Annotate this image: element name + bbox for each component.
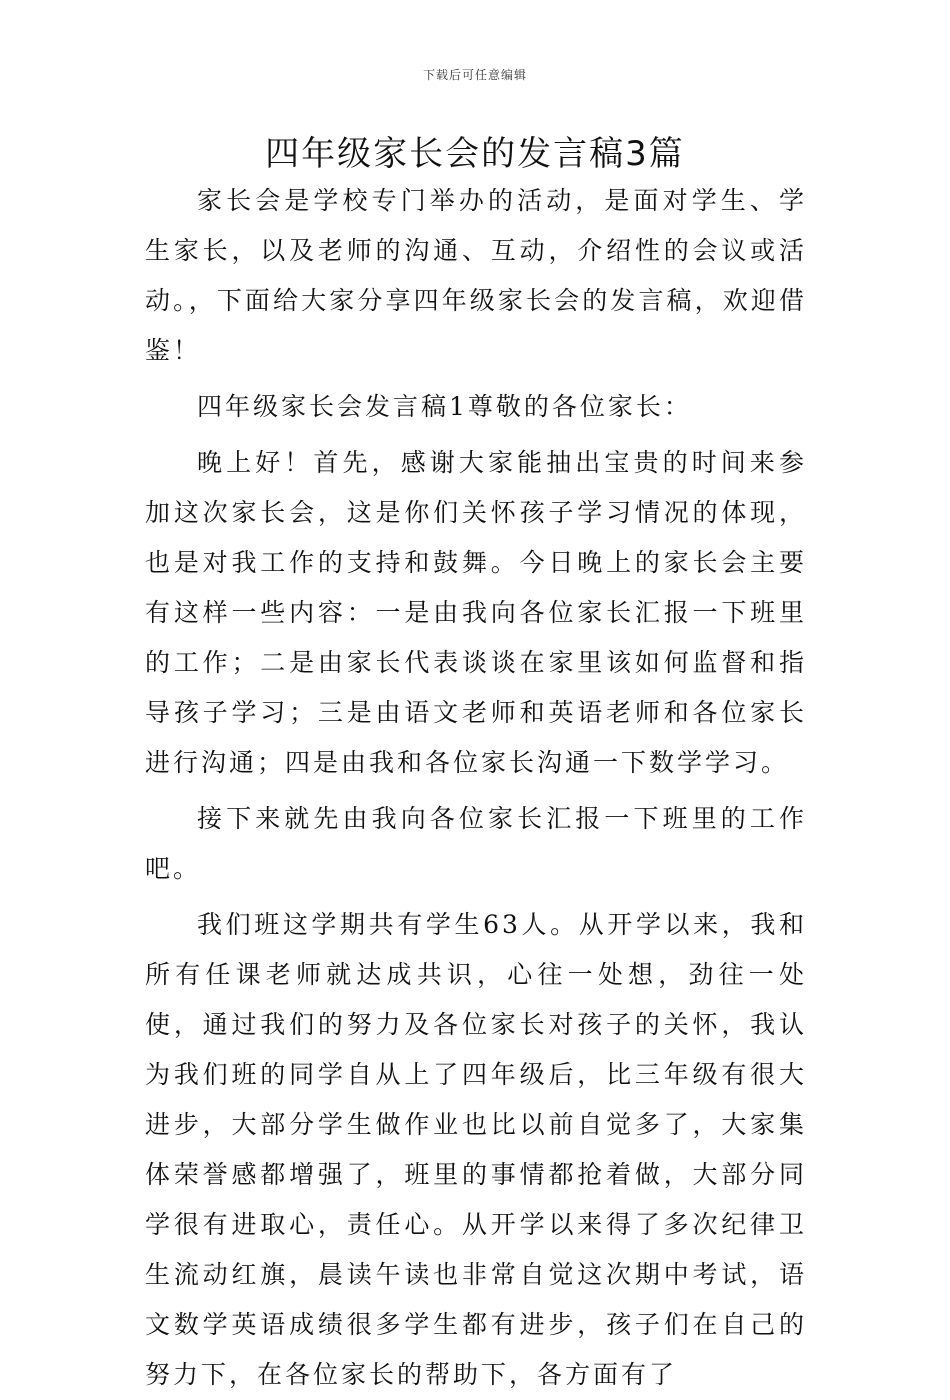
- paragraph-transition: 接下来就先由我向各位家长汇报一下班里的工作吧。: [145, 804, 807, 883]
- paragraph-speech-heading: 四年级家长会发言稿1尊敬的各位家长：: [197, 392, 692, 421]
- paragraph-class-report: 我们班这学期共有学生63人。从开学以来，我和所有任课老师就达成共识，心往一处想，劲往一处使，通过我们的努力及各位家长对孩子的关怀，我认为我们班的同学自从上了四年级后，比三年级有很大进步，大部分学生做作业也比以前自觉多了，大家集体荣誉感都增强了，班里的事情都抢着做，大部分同学很有进取心，责任心。从开学以来得了多次纪律卫生流动红旗，晨读午读也非常自觉这次期中考试，语文数学英语成绩很多学生都有进步，孩子们在自己的努力下，在各位家长的帮助下，各方面有了: [145, 910, 807, 1389]
- document-body: [145, 176, 807, 1400]
- paragraph-greeting: 晚上好！首先，感谢大家能抽出宝贵的时间来参加这次家长会，这是你们关怀孩子学习情况的体现，也是对我工作的支持和鼓舞。今日晚上的家长会主要有这样一些内容：一是由我向各位家长汇报一下班里的工作；二是由家长代表谈谈在家里该如何监督和指导孩子学习；三是由语文老师和英语老师和各位家长进行沟通；四是由我和各位家长沟通一下数学学习。: [145, 448, 807, 777]
- paragraph-intro: 家长会是学校专门举办的活动，是面对学生、学生家长，以及老师的沟通、互动，介绍性的会议或活动。，下面给大家分享四年级家长会的发言稿，欢迎借鉴！: [145, 186, 807, 365]
- header-note: 下载后可任意编辑: [422, 68, 527, 82]
- document-title: 四年级家长会的发言稿3篇: [265, 134, 685, 174]
